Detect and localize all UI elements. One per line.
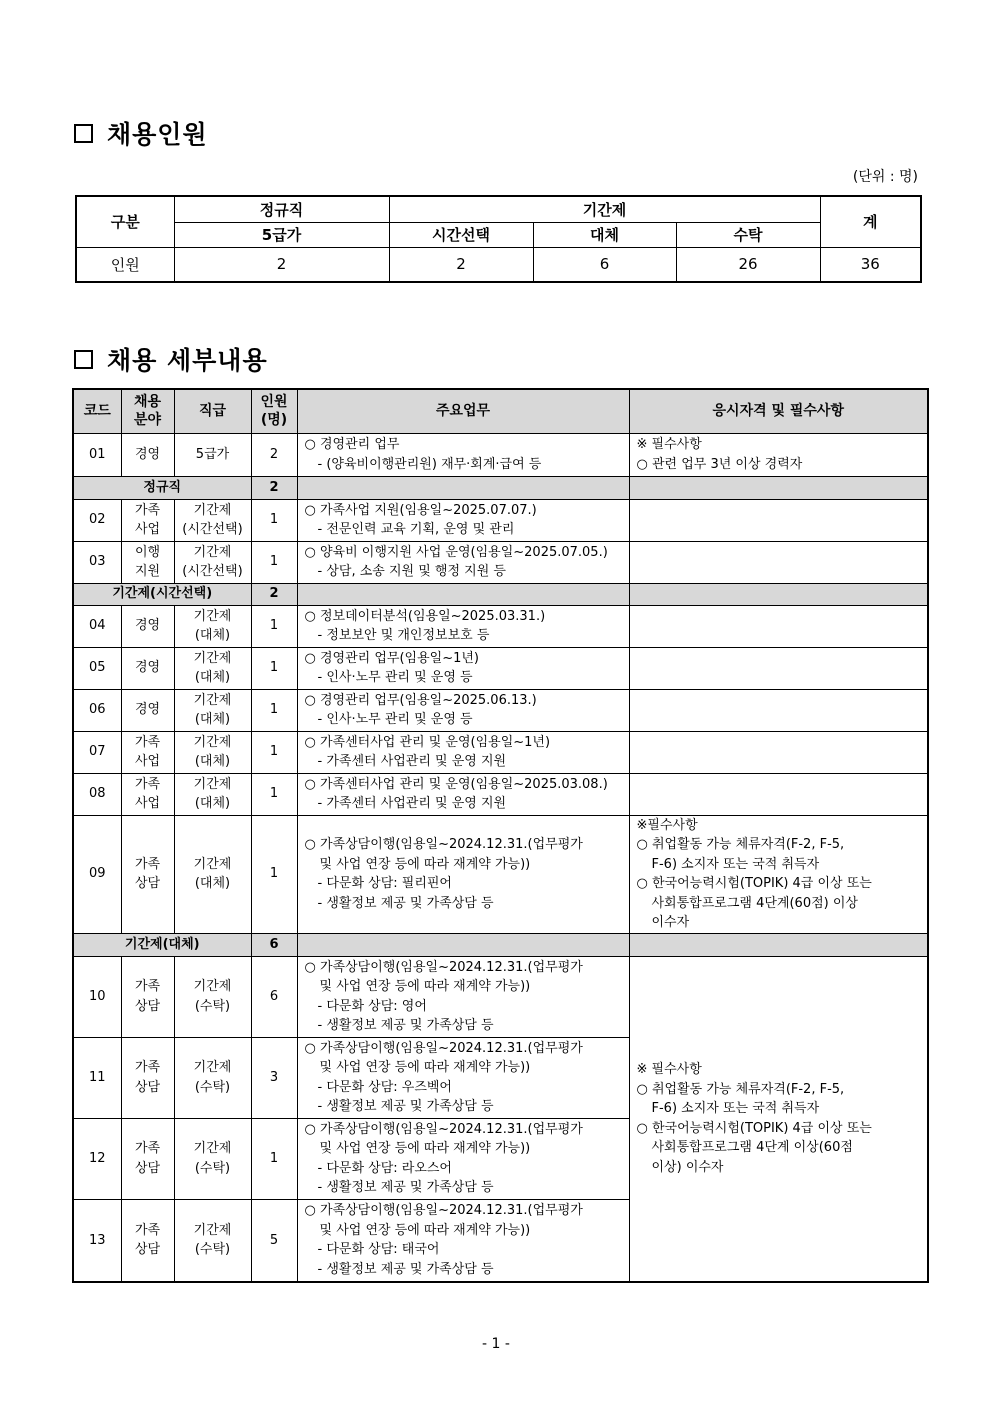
row-label: 인원 — [76, 247, 174, 282]
header-rank: 직급 — [174, 389, 251, 433]
unit-label: (단위 : 명) — [852, 169, 918, 185]
checkbox-square-icon — [74, 124, 93, 143]
header-regular: 정규직 — [174, 196, 389, 222]
table-row: 13 가족 상담 기간제 (수탁) 5 ○ 가족상담이행(임용일~2024.12.31.(업무평가 및 사업 연장 등에 따라 재계약 가능)) - 다문화 상담: 태국어 - 생활정보 제공 및 가족상담 등 — [73, 1199, 928, 1282]
value-contract: 26 — [676, 247, 820, 282]
page-number: - 1 - — [482, 1336, 510, 1352]
subtotal-row: 정규직 2 — [73, 476, 928, 499]
table-row: 02 가족 사업 기간제 (시간선택) 1 ○ 가족사업 지원(임용일~2025.07.07.) - 전문인력 교육 기획, 운영 및 관리 — [73, 499, 928, 541]
header-duties: 주요업무 — [297, 389, 629, 433]
table-row: 08 가족 사업 기간제 (대체) 1 ○ 가족센터사업 관리 및 운영(임용일~2025.03.08.) - 가족센터 사업관리 및 운영 지원 — [73, 773, 928, 815]
value-parttime: 2 — [389, 247, 533, 282]
table-row: 11 가족 상담 기간제 (수탁) 3 ○ 가족상담이행(임용일~2024.12.31.(업무평가 및 사업 연장 등에 따라 재계약 가능)) - 다문화 상담: 우즈벡어 - 생활정보 제공 및 가족상담 등 — [73, 1037, 928, 1118]
headcount-table — [75, 195, 922, 283]
table-row: 01 경영 5급가 2 ○ 경영관리 업무 - (양육비이행관리원) 재무·회계·급여 등 ※ 필수사항 ○ 관련 업무 3년 이상 경력자 — [73, 433, 928, 476]
header-field: 채용 분야 — [121, 389, 174, 433]
header-parttime: 시간선택 — [389, 222, 533, 247]
shared-qualifications: ※ 필수사항 ○ 취업활동 가능 체류자격(F-2, F-5, F-6) 소지자 또는 국적 취득자 ○ 한국어능력시험(TOPIK) 4급 이상 또는 사회통합프로그램 4단계 이상(60점 이상) 이수자 — [629, 956, 928, 1282]
table-row: 09 가족 상담 기간제 (대체) 1 ○ 가족상담이행(임용일~2024.12.31.(업무평가 및 사업 연장 등에 따라 재계약 가능)) - 다문화 상담: 필리핀어 - 생활정보 제공 및 가족상담 등 ※필수사항 ○ 취업활동 가능 체류자격(F-2, F-5, F-6) 소지자 또는 국적 취득자 ○ 한국어능력시험(TOPIK) 4급 이상 또는 사회통합프로그램 4단계(60점) 이상 이수자 — [73, 815, 928, 933]
detail-table — [72, 388, 929, 1283]
table-row: 04 경영 기간제 (대체) 1 ○ 정보데이터분석(임용일~2025.03.31.) - 정보보안 및 개인정보보호 등 — [73, 605, 928, 647]
header-fixed-term: 기간제 — [389, 196, 820, 222]
table-row: 12 가족 상담 기간제 (수탁) 1 ○ 가족상담이행(임용일~2024.12.31.(업무평가 및 사업 연장 등에 따라 재계약 가능)) - 다문화 상담: 라오스어 - 생활정보 제공 및 가족상담 등 — [73, 1118, 928, 1199]
section-title-headcount — [74, 115, 208, 151]
value-grade5: 2 — [174, 247, 389, 282]
header-grade5: 5급가 — [174, 222, 389, 247]
checkbox-square-icon — [74, 350, 93, 369]
header-category: 구분 — [76, 196, 174, 247]
table-row: 06 경영 기간제 (대체) 1 ○ 경영관리 업무(임용일~2025.06.13.) - 인사·노무 관리 및 운영 등 — [73, 689, 928, 731]
header-replacement: 대체 — [533, 222, 676, 247]
header-total: 계 — [820, 196, 921, 247]
header-qualifications: 응시자격 및 필수사항 — [629, 389, 928, 433]
section-title-text: 채용 세부내용 — [107, 346, 268, 375]
value-total: 36 — [820, 247, 921, 282]
table-row: 07 가족 사업 기간제 (대체) 1 ○ 가족센터사업 관리 및 운영(임용일~1년) - 가족센터 사업관리 및 운영 지원 — [73, 731, 928, 773]
section-title-text: 채용인원 — [107, 120, 208, 149]
table-row: 03 이행 지원 기간제 (시간선택) 1 ○ 양육비 이행지원 사업 운영(임용일~2025.07.05.) - 상담, 소송 지원 및 행정 지원 등 — [73, 541, 928, 583]
table-row: 10 가족 상담 기간제 (수탁) 6 ○ 가족상담이행(임용일~2024.12.31.(업무평가 및 사업 연장 등에 따라 재계약 가능)) - 다문화 상담: 영어 - 생활정보 제공 및 가족상담 등 ※ 필수사항 ○ 취업활동 가능 체류자격(F-2, F-5, F-6) 소지자 또는 국적 취득자 ○ 한국어능력시험(TOPIK) 4급 이상 또는 사회통합프로그램 4단계 이상(60점 이상) 이수자 — [73, 956, 928, 1037]
subtotal-row: 기간제(시간선택) 2 — [73, 583, 928, 605]
table-row: 05 경영 기간제 (대체) 1 ○ 경영관리 업무(임용일~1년) - 인사·노무 관리 및 운영 등 — [73, 647, 928, 689]
header-contract: 수탁 — [676, 222, 820, 247]
header-code: 코드 — [73, 389, 121, 433]
header-count: 인원 (명) — [251, 389, 297, 433]
value-replacement: 6 — [533, 247, 676, 282]
subtotal-row: 기간제(대체) 6 — [73, 933, 928, 956]
section-title-details — [74, 341, 268, 377]
